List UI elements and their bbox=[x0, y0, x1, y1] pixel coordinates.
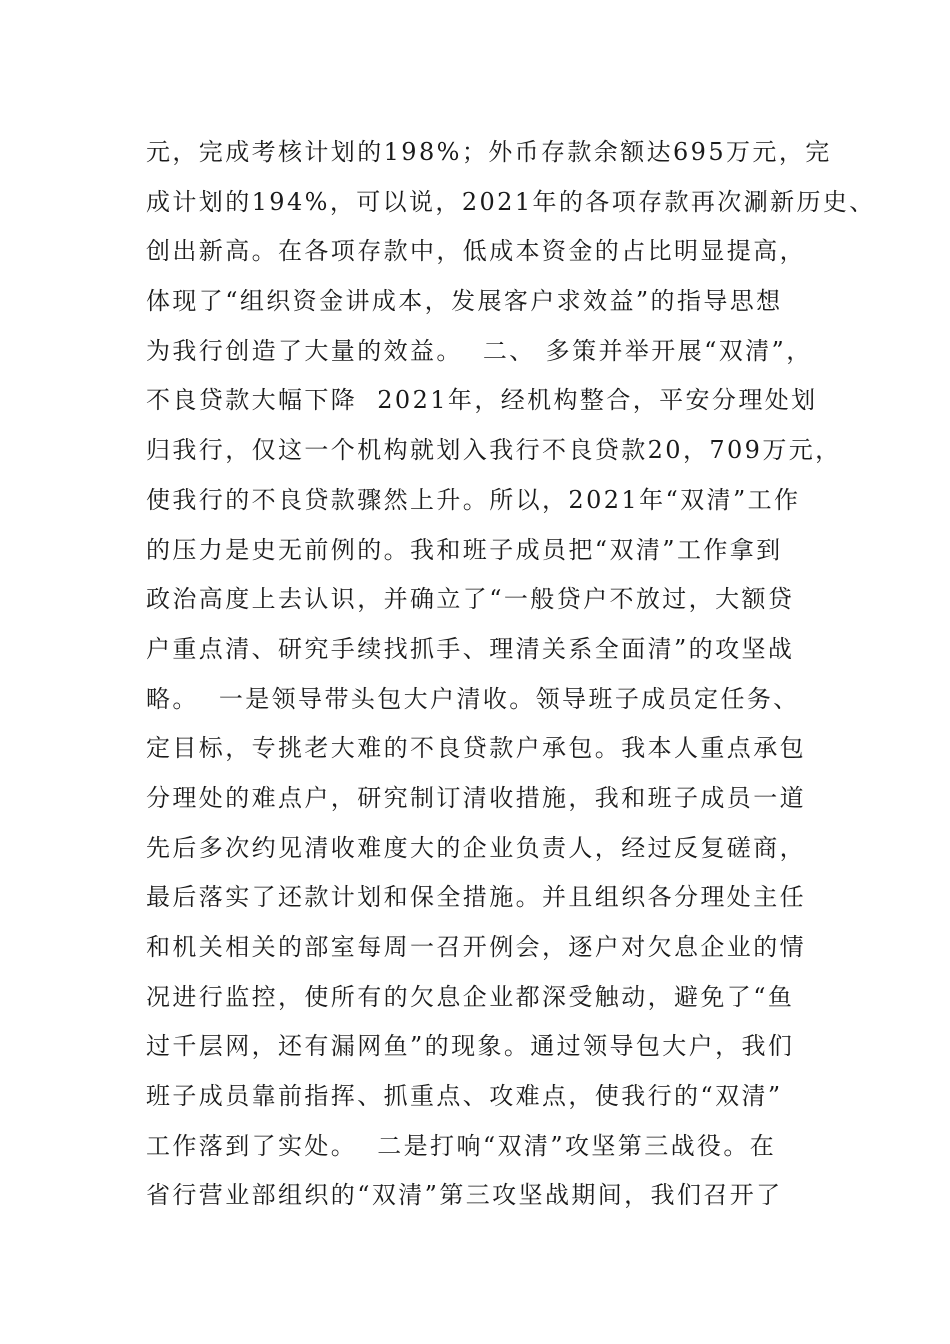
text-line: 为我行创造了大量的效益。 二、 多策并举开展“双清”， bbox=[146, 336, 813, 365]
text-line: 和机关相关的部室每周一召开例会，逐户对欠息企业的情 bbox=[146, 933, 806, 961]
text-line: 定目标，专挑老大难的不良贷款户承包。我本人重点承包 bbox=[146, 734, 806, 763]
text-line: 最后落实了还款计划和保全措施。并且组织各分理处主任 bbox=[146, 883, 806, 912]
text-line: 不良贷款大幅下降 2021年，经机构整合，平安分理处划 bbox=[146, 386, 818, 415]
text-line: 班子成员靠前指挥、抓重点、攻难点，使我行的“双清” bbox=[146, 1082, 783, 1111]
text-line: 省行营业部组织的“双清”第三攻坚战期间，我们召开了 bbox=[146, 1181, 783, 1210]
text-line: 先后多次约见清收难度大的企业负责人，经过反复磋商， bbox=[146, 833, 806, 862]
text-line: 过千层网，还有漏网鱼”的现象。通过领导包大户，我们 bbox=[146, 1032, 795, 1061]
text-line: 工作落到了实处。 二是打响“双清”攻坚第三战役。在 bbox=[146, 1131, 777, 1160]
text-line: 政治高度上去认识，并确立了“一般贷户不放过，大额贷 bbox=[146, 585, 795, 614]
text-line: 况进行监控，使所有的欠息企业都深受触动，避免了“鱼 bbox=[146, 982, 795, 1011]
text-line: 的压力是史无前例的。我和班子成员把“双清”工作拿到 bbox=[146, 535, 783, 564]
text-line: 归我行，仅这一个机构就划入我行不良贷款20，709万元， bbox=[146, 436, 842, 465]
text-line: 分理处的难点户，研究制订清收措施，我和班子成员一道 bbox=[146, 783, 806, 812]
body-text bbox=[146, 128, 876, 1221]
text-line: 成计划的194%，可以说，2021年的各项存款再次涮新历史、 bbox=[146, 187, 876, 216]
text-line: 体现了“组织资金讲成本，发展客户求效益”的指导思想 bbox=[146, 287, 783, 316]
text-line: 户重点清、研究手续找抓手、理清关系全面清”的攻坚战 bbox=[146, 634, 795, 663]
text-line: 使我行的不良贷款骤然上升。所以，2021年“双清”工作 bbox=[146, 485, 801, 514]
text-line: 略。 一是领导带头包大户清收。领导班子成员定任务、 bbox=[146, 684, 800, 713]
text-line: 元，完成考核计划的198%；外币存款余额达695万元，完 bbox=[146, 138, 832, 166]
text-line: 创出新高。在各项存款中，低成本资金的占比明显提高， bbox=[146, 237, 806, 266]
